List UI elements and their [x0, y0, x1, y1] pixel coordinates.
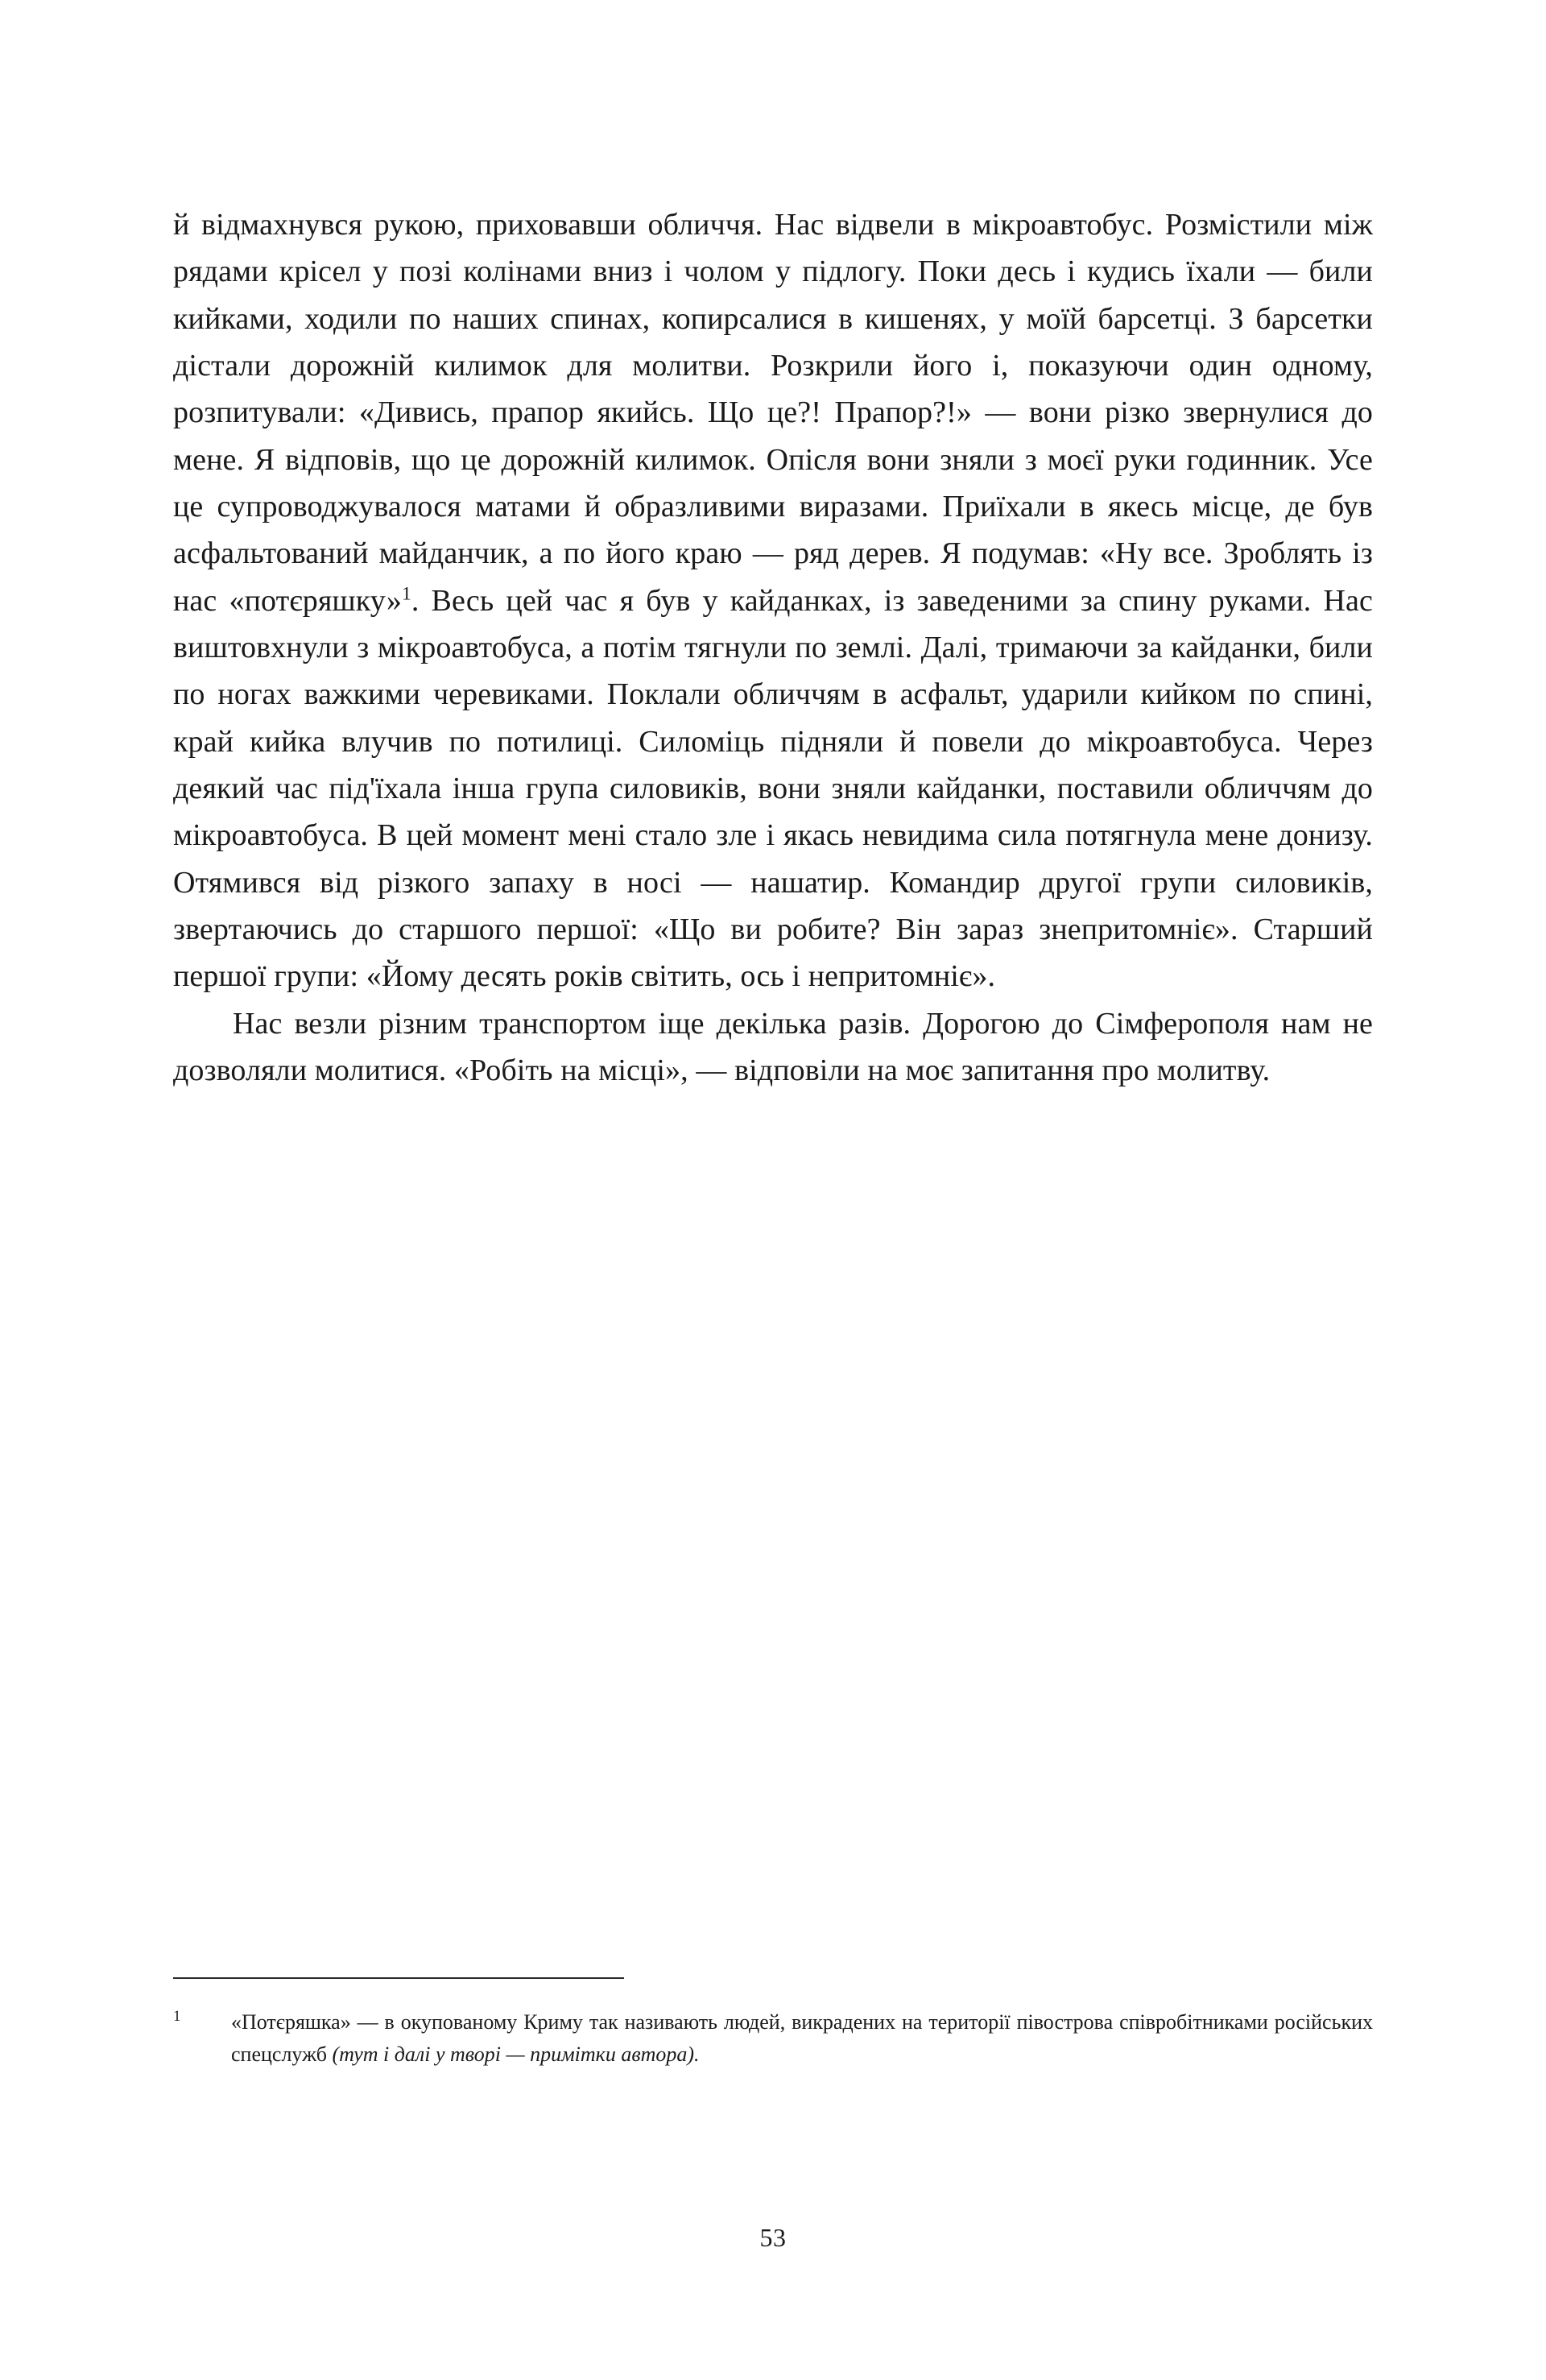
footnote-reference-1[interactable]: 1 — [401, 582, 411, 604]
footnote-text-italic: (тут і далі у творі — примітки автора). — [332, 2043, 700, 2067]
footnote-1 — [173, 2006, 1373, 2071]
footnote-area — [173, 1977, 1373, 2071]
page-number: 53 — [759, 2223, 787, 2252]
footnote-marker: 1 — [173, 2008, 181, 2025]
paragraph-1-text: й відмахнувся рукою, приховавши обличчя. Нас відвели в мікроавтобус. Розмістили між рядами крісел у позі колінами вниз і чолом у підлогу. Поки десь і кудись їхали — били кийками, ходили по наших спинах, копирсалися в кишенях, у моїй барсетці. З барсетки дістали дорожній килимок для молитви. Розкрили його і, показуючи один одному, розпитували: «Дивись, прапор якийсь. Що це?! Прапор?!» — вони різко звернулися до мене. Я відповів, що це дорожній килимок. Опісля вони зняли з моєї руки годинник. Усе це супроводжувалося матами й образливими виразами. Приїхали в якесь місце, де був асфальтований майданчик, а по його краю — ряд дерев. Я подумав: «Ну все. Зроблять із нас «потєряшку» — [173, 208, 1373, 618]
paragraph-1-text-after: . Весь цей час я був у кайданках, із заведеними за спину руками. Нас виштовхнули з мікроавтобуса, а потім тягнули по землі. Далі, тримаючи за кайданки, били по ногах важкими черевиками. Поклали обличчям в асфальт, ударили кийком по спині, край кийка влучив по потилиці. Силоміць підняли й повели до мікроавтобуса. Через деякий час під'їхала інша група силовиків, вони зняли кайданки, поставили обличчям до мікроавтобуса. В цей момент мені стало зле і якась невидима сила потягнула мене донизу. Отямився від різкого запаху в носі — нашатир. Командир другої групи силовиків, звертаючись до старшого першої: «Що ви робите? Він зараз знепритомніє». Старший першої групи: «Йому десять років світить, ось і непритомніє». — [173, 583, 1373, 994]
footnote-text — [231, 2006, 1373, 2071]
paragraph-1 — [173, 201, 1373, 1000]
page-body — [173, 201, 1373, 1094]
footnote-divider — [173, 1977, 624, 1979]
paragraph-2: Нас везли різним транспортом іще декілька разів. Дорогою до Сімферополя нам не дозволяли молитися. «Робіть на місці», — відповіли на моє запитання про молитву. — [173, 1006, 1373, 1087]
footnote-text-plain: «Потєряшка» — в окупованому Криму так називають людей, викрадених на території півострова співробітниками російських спецслужб — [231, 2010, 1373, 2067]
